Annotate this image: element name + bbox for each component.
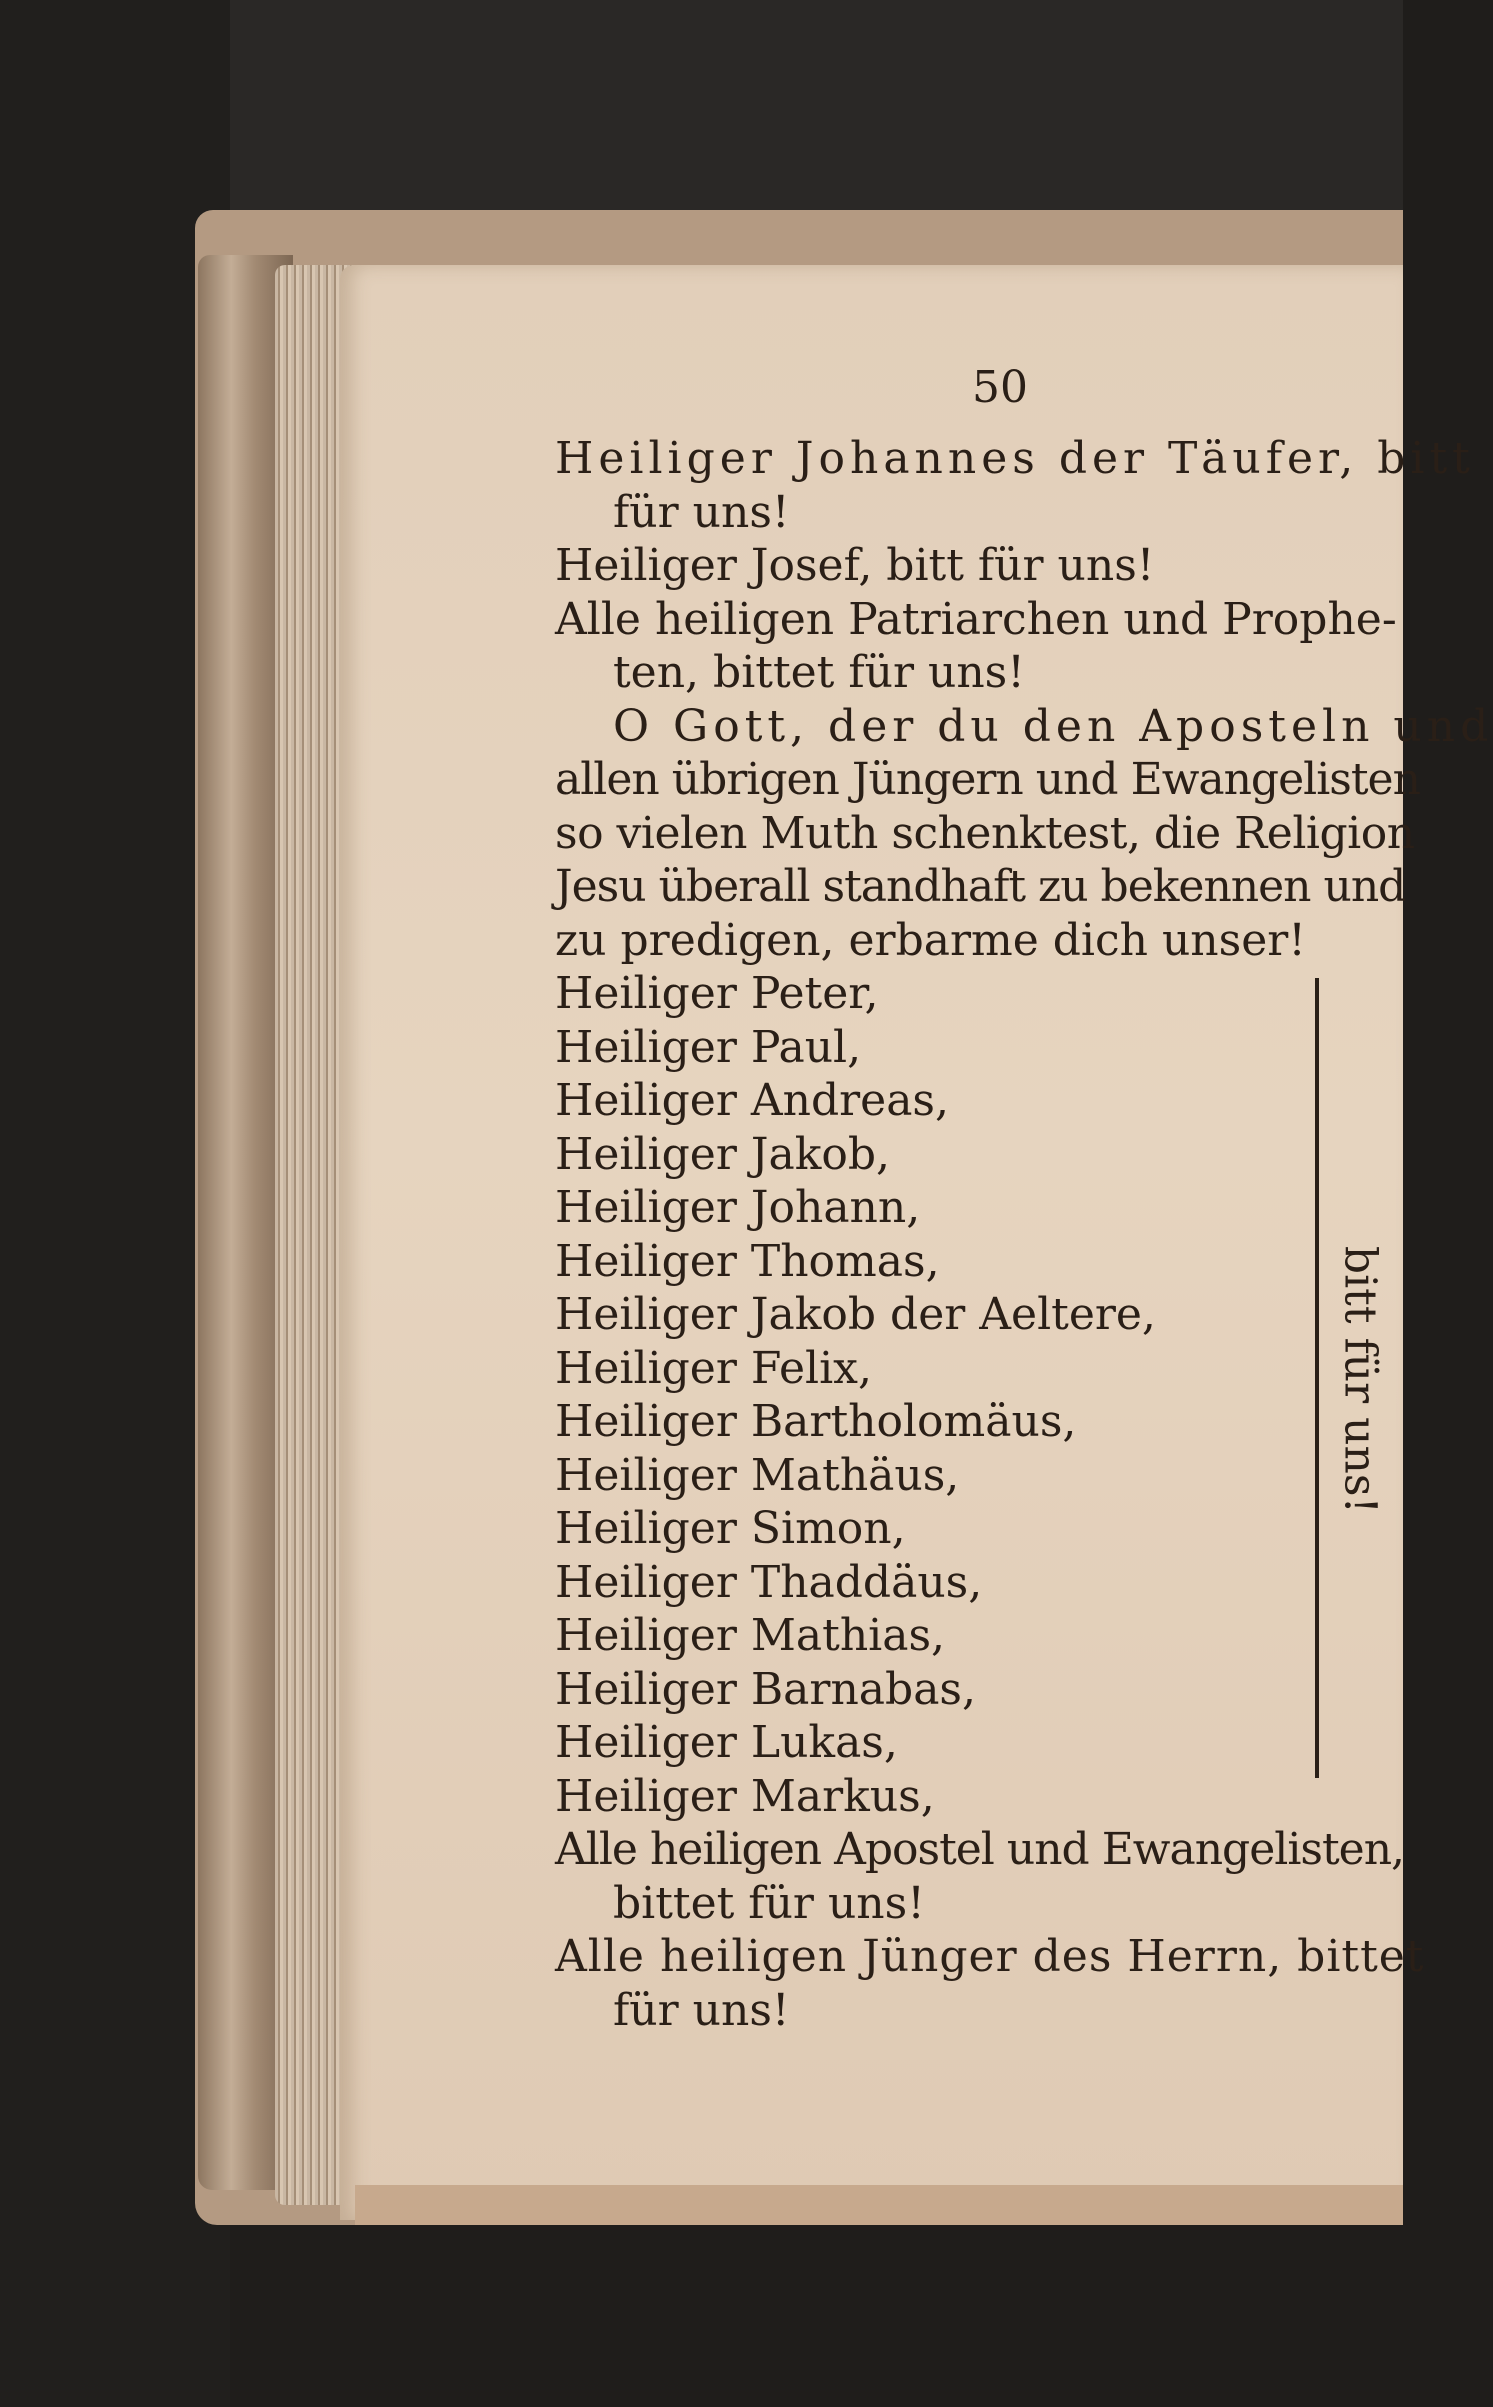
saint-line: Heiliger Thomas, (555, 1235, 940, 1287)
text-line: so vielen Muth schenktest, die Religion (555, 807, 1415, 859)
saint-line: Heiliger Simon, (555, 1503, 906, 1554)
text-line: bittet für uns! (613, 1877, 925, 1929)
saint-line: Heiliger Barnabas, (555, 1663, 976, 1715)
saint-line: Heiliger Thaddäus, (555, 1556, 983, 1608)
saint-line: Heiliger Andreas, (555, 1075, 950, 1126)
litany-text (555, 432, 1493, 2037)
saint-line: Heiliger Mathäus, (555, 1449, 960, 1501)
text-line: Jesu überall standhaft zu bekennen und (555, 861, 1406, 912)
text-line: Heiliger Josef, bitt für uns! (555, 540, 1155, 591)
saint-line: Heiliger Felix, (555, 1342, 872, 1394)
page-number: 50 (972, 362, 1028, 413)
refrain-bracket (1315, 978, 1319, 1778)
text-line: für uns! (613, 486, 790, 538)
saint-line: Heiliger Mathias, (555, 1610, 946, 1661)
saint-line: Heiliger Paul, (555, 1021, 862, 1073)
saint-line: Heiliger Jakob der Aeltere, (555, 1289, 1156, 1340)
saint-line: Heiliger Markus, (555, 1770, 935, 1822)
saint-line: Heiliger Jakob, (555, 1128, 891, 1180)
page-bottom-edge (355, 2185, 1403, 2225)
text-line: Alle heiligen Apostel und Ewangelisten, (555, 1824, 1405, 1875)
text-line: Heiliger Johannes der Täufer, bitt (555, 433, 1475, 484)
text-line: Alle heiligen Patriarchen und Prophe- (555, 593, 1397, 645)
text-line: allen übrigen Jüngern und Ewangelisten (555, 754, 1420, 805)
text-line: O Gott, der du den Aposteln und (613, 700, 1493, 752)
text-line: zu predigen, erbarme dich unser! (555, 914, 1306, 966)
text-line: ten, bittet für uns! (613, 647, 1025, 698)
rotated-refrain: bitt für uns! (1334, 1245, 1386, 1515)
saint-line: Heiliger Johann, (555, 1182, 921, 1233)
text-line: Alle heiligen Jünger des Herrn, bittet (555, 1931, 1425, 1982)
saint-line: Heiliger Lukas, (555, 1717, 898, 1768)
text-line: für uns! (613, 1984, 790, 2036)
saint-line: Heiliger Bartholomäus, (555, 1396, 1077, 1447)
saint-line: Heiliger Peter, (555, 968, 879, 1019)
